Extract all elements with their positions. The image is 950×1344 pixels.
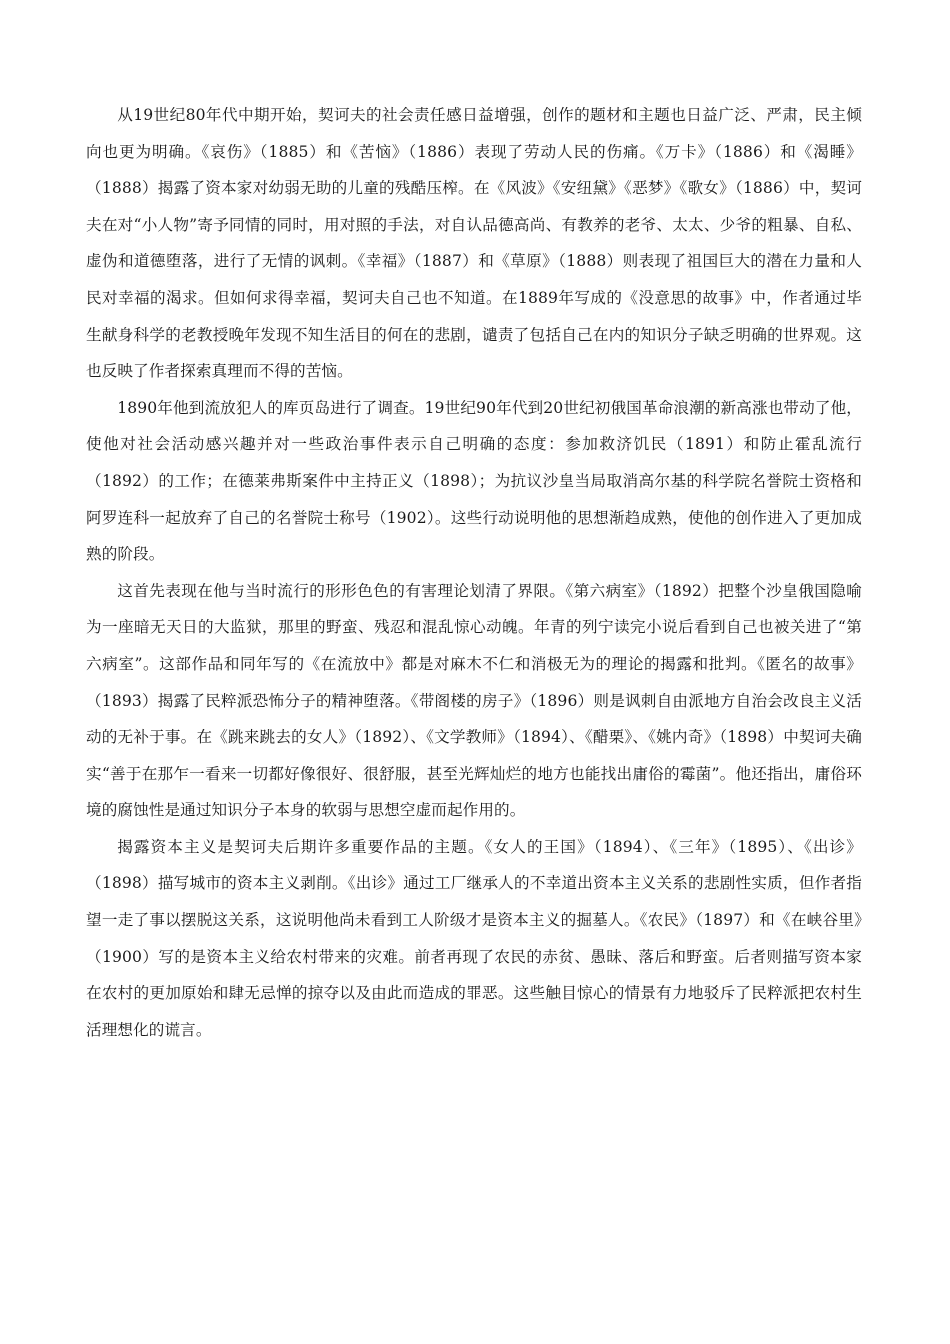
paragraph-2: 1890年他到流放犯人的库页岛进行了调查。19世纪90年代到20世纪初俄国革命浪潮的新高涨也带动了他，使他对社会活动感兴趣并对一些政治事件表示自己明确的态度：参加救济饥民（1891）和防止霍乱流行（1892）的工作；在德莱弗斯案件中主持正义（1898）；为抗议沙皇当局取消高尔基的科学院名誉院士资格和阿罗连科一起放弃了自己的名誉院士称号（1902）。这些行动说明他的思想渐趋成熟，使他的创作进入了更加成熟的阶段。 [86, 398, 862, 564]
paragraph-3: 这首先表现在他与当时流行的形形色色的有害理论划清了界限。《第六病室》（1892）把整个沙皇俄国隐喻为一座暗无天日的大监狱，那里的野蛮、残忍和混乱惊心动魄。年青的列宁读完小说后看到自己也被关进了“第六病室”。这部作品和同年写的《在流放中》都是对麻木不仁和消极无为的理论的揭露和批判。《匿名的故事》（1893）揭露了民粹派恐怖分子的精神堕落。《带阁楼的房子》（1896）则是讽刺自由派地方自治会改良主义活动的无补于事。在《跳来跳去的女人》（1892）、《文学教师》（1894）、《醋栗》、《姚内奇》（1898）中契诃夫确实“善于在那乍一看来一切都好像很好、很舒服，甚至光辉灿烂的地方也能找出庸俗的霉菌”。他还指出，庸俗环境的腐蚀性是通过知识分子本身的软弱与思想空虚而起作用的。 [86, 581, 862, 820]
paragraph-4: 揭露资本主义是契诃夫后期许多重要作品的主题。《女人的王国》（1894）、《三年》（1895）、《出诊》（1898）描写城市的资本主义剥削。《出诊》通过工厂继承人的不幸道出资本主义关系的悲剧性实质，但作者指望一走了事以摆脱这关系，这说明他尚未看到工人阶级才是资本主义的掘墓人。《农民》（1897）和《在峡谷里》（1900）写的是资本主义给农村带来的灾难。前者再现了农民的赤贫、愚昧、落后和野蛮。后者则描写资本家在农村的更加原始和肆无忌惮的掠夺以及由此而造成的罪恶。这些触目惊心的情景有力地驳斥了民粹派把农村生活理想化的谎言。 [86, 837, 862, 1039]
paragraph-1: 从19世纪80年代中期开始，契诃夫的社会责任感日益增强，创作的题材和主题也日益广泛、严肃，民主倾向也更为明确。《哀伤》（1885）和《苦恼》（1886）表现了劳动人民的伤痛。《万卡》（1886）和《渴睡》（1888）揭露了资本家对幼弱无助的儿童的残酷压榨。在《风波》《安纽黛》《恶梦》《歌女》（1886）中，契诃夫在对“小人物”寄予同情的同时，用对照的手法，对自认品德高尚、有教养的老爷、太太、少爷的粗暴、自私、虚伪和道德堕落，进行了无情的讽刺。《幸福》（1887）和《草原》（1888）则表现了祖国巨大的潜在力量和人民对幸福的渴求。但如何求得幸福，契诃夫自己也不知道。在1889年写成的《没意思的故事》中，作者通过毕生献身科学的老教授晚年发现不知生活目的何在的悲剧，谴责了包括自己在内的知识分子缺乏明确的世界观。这也反映了作者探索真理而不得的苦恼。 [86, 106, 862, 381]
document-body [86, 97, 862, 1048]
